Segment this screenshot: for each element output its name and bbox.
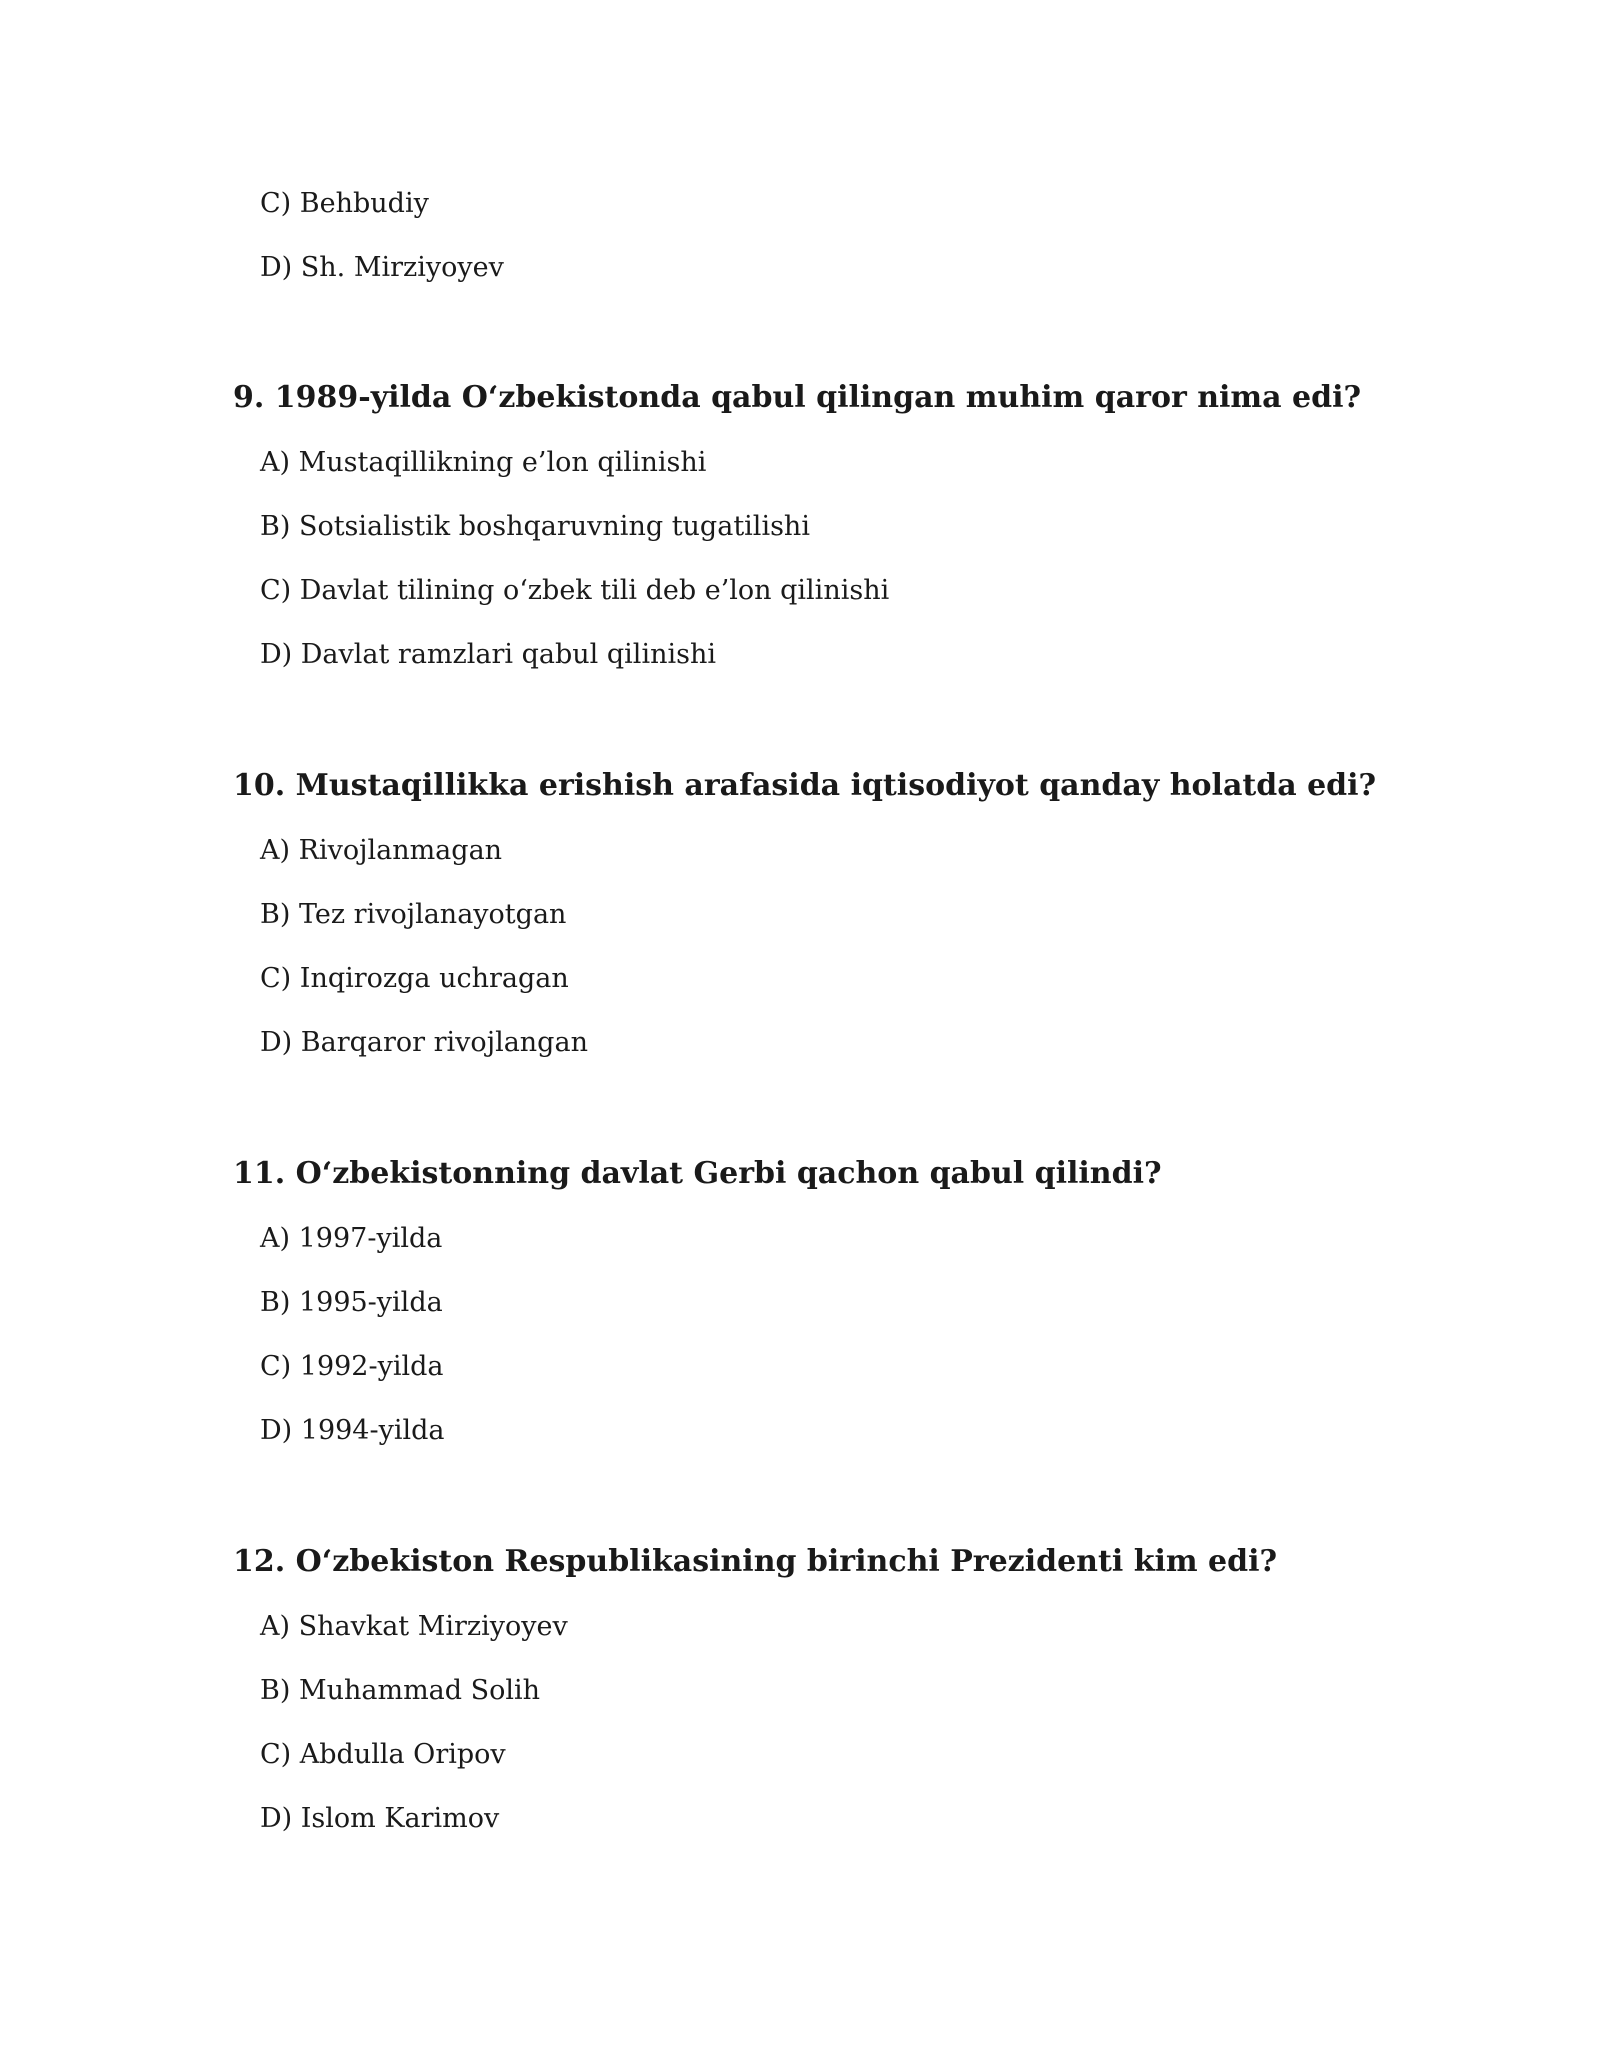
question-10-option-b: B) Tez rivojlanayotgan bbox=[260, 899, 567, 930]
question-12-option-d: D) Islom Karimov bbox=[260, 1803, 500, 1834]
question-9-option-c: C) Davlat tilining o‘zbek tili deb e’lon qilinishi bbox=[260, 575, 890, 606]
question-9-option-d: D) Davlat ramzlari qabul qilinishi bbox=[260, 639, 716, 670]
question-12-option-b: B) Muhammad Solih bbox=[260, 1675, 541, 1706]
question-10-option-a: A) Rivojlanmagan bbox=[260, 835, 503, 866]
question-12-title: 12. O‘zbekiston Respublikasining birinchi Prezidenti kim edi? bbox=[233, 1544, 1278, 1579]
option-prev-c: C) Behbudiy bbox=[260, 188, 429, 219]
question-10-option-c: C) Inqirozga uchragan bbox=[260, 963, 569, 994]
question-9-option-a: A) Mustaqillikning e’lon qilinishi bbox=[260, 447, 707, 478]
question-10-option-d: D) Barqaror rivojlangan bbox=[260, 1027, 588, 1058]
option-prev-d: D) Sh. Mirziyoyev bbox=[260, 252, 504, 283]
question-12-option-c: C) Abdulla Oripov bbox=[260, 1739, 506, 1770]
question-9-option-b: B) Sotsialistik boshqaruvning tugatilishi bbox=[260, 511, 810, 542]
question-10-title: 10. Mustaqillikka erishish arafasida iqtisodiyot qanday holatda edi? bbox=[233, 768, 1377, 803]
question-12-option-a: A) Shavkat Mirziyoyev bbox=[260, 1611, 568, 1642]
question-11-option-b: B) 1995-yilda bbox=[260, 1287, 443, 1318]
question-11-option-d: D) 1994-yilda bbox=[260, 1415, 445, 1446]
question-11-title: 11. O‘zbekistonning davlat Gerbi qachon qabul qilindi? bbox=[233, 1156, 1162, 1191]
question-11-option-a: A) 1997-yilda bbox=[260, 1223, 443, 1254]
question-9-title: 9. 1989-yilda O‘zbekistonda qabul qilingan muhim qaror nima edi? bbox=[233, 380, 1362, 415]
question-11-option-c: C) 1992-yilda bbox=[260, 1351, 444, 1382]
